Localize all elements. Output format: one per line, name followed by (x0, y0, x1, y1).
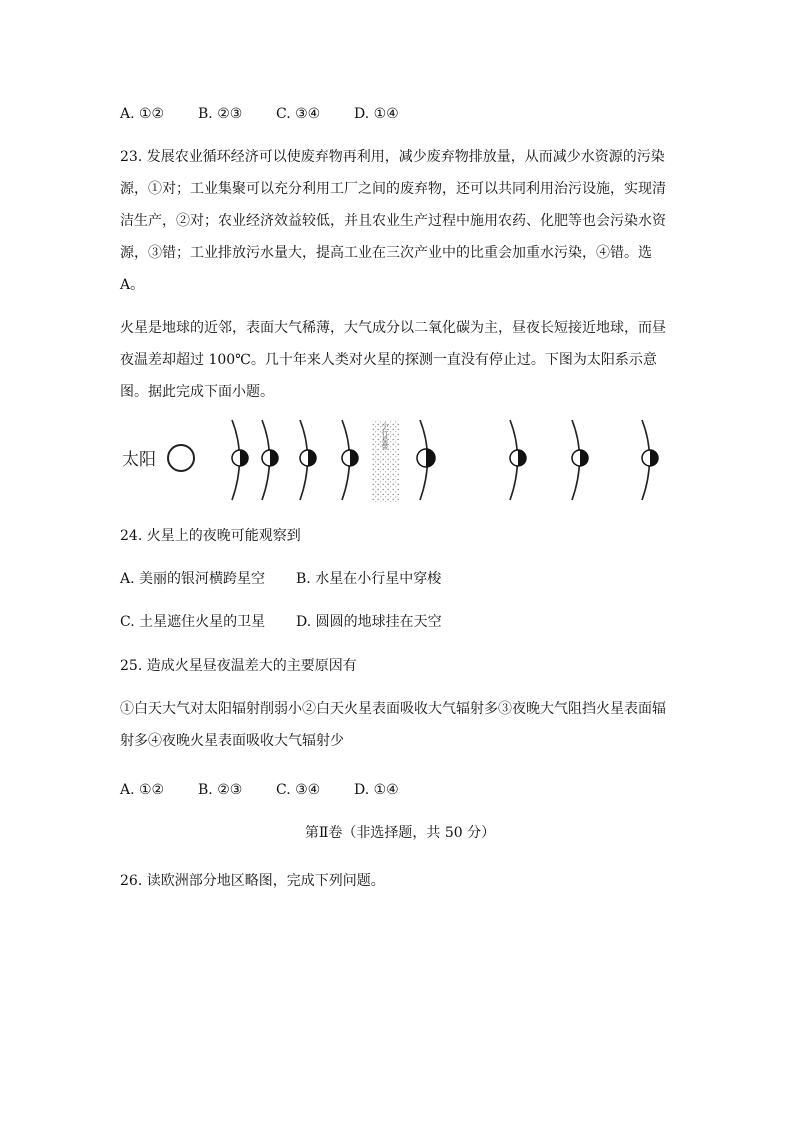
q24-options-row-1 (120, 568, 441, 590)
planet-mars (342, 450, 358, 466)
q25-option-b: B. ②③ (198, 782, 243, 798)
planet-venus (262, 450, 278, 466)
q25-option-a: A. ①② (120, 782, 165, 798)
q23-line-5: A。 (120, 277, 145, 293)
q24-options-row-2 (120, 611, 442, 633)
q24-option-a: A. 美丽的银河横跨星空 (120, 571, 266, 587)
q22-options (120, 103, 399, 125)
planet-jupiter (417, 449, 435, 467)
q23-line-4: 源，③错；工业排放污水量大，提高工业在三次产业中的比重会加重水污染，④错。选 (120, 245, 652, 261)
q23-line-2: 源，①对；工业集聚可以充分利用工厂之间的废弃物，还可以共同利用治污设施，实现清 (120, 181, 666, 197)
q22-option-d: D. ①④ (354, 106, 399, 122)
planet-mercury (232, 450, 248, 466)
planet-neptune (642, 450, 658, 466)
q26-stem: 26. 读欧洲部分地区略图，完成下列问题。 (120, 873, 385, 889)
q25-statement-line-2: 射多④夜晚火星表面吸收大气辐射少 (120, 733, 344, 749)
section-title: 第Ⅱ卷（非选择题，共 50 分） (304, 825, 496, 841)
passage-line-1: 火星是地球的近邻，表面大气稀薄，大气成分以二氧化碳为主，昼夜长短接近地球，而昼 (120, 320, 666, 336)
q25-option-c: C. ③④ (276, 782, 321, 798)
sun-label: 太阳 (122, 450, 156, 470)
q25-option-d: D. ①④ (354, 782, 399, 798)
q23-line-1: 23. 发展农业循环经济可以使废弃物再利用，减少废弃物排放量，从而减少水资源的污染 (120, 149, 665, 165)
q24-option-b: B. 水星在小行星中穿梭 (296, 571, 442, 587)
q24-option-c: C. 土星遮住火星的卫星 (120, 614, 266, 630)
solar-system-diagram (112, 418, 672, 508)
q22-option-a: A. ①② (120, 106, 165, 122)
planet-uranus (572, 450, 588, 466)
asteroid-belt-label: 小行星带 (381, 422, 389, 450)
q24-option-d: D. 圆圆的地球挂在天空 (296, 614, 442, 630)
sun-circle (168, 445, 194, 471)
q25-stem: 25. 造成火星昼夜温差大的主要原因有 (120, 658, 357, 674)
planet-earth (300, 450, 316, 466)
passage-line-3: 图。据此完成下面小题。 (120, 384, 274, 400)
q22-option-c: C. ③④ (276, 106, 321, 122)
q22-option-b: B. ②③ (198, 106, 243, 122)
q24-stem: 24. 火星上的夜晚可能观察到 (120, 528, 301, 544)
q25-options (120, 779, 399, 801)
q23-line-3: 洁生产，②对；农业经济效益较低，并且农业生产过程中施用农药、化肥等也会污染水资 (120, 213, 666, 229)
q25-statement-line-1: ①白天大气对太阳辐射削弱小②白天火星表面吸收大气辐射多③夜晚大气阻挡火星表面辐 (120, 701, 666, 717)
planet-saturn (510, 450, 526, 466)
passage-line-2: 夜温差却超过 100℃。几十年来人类对火星的探测一直没有停止过。下图为太阳系示意 (120, 352, 657, 368)
